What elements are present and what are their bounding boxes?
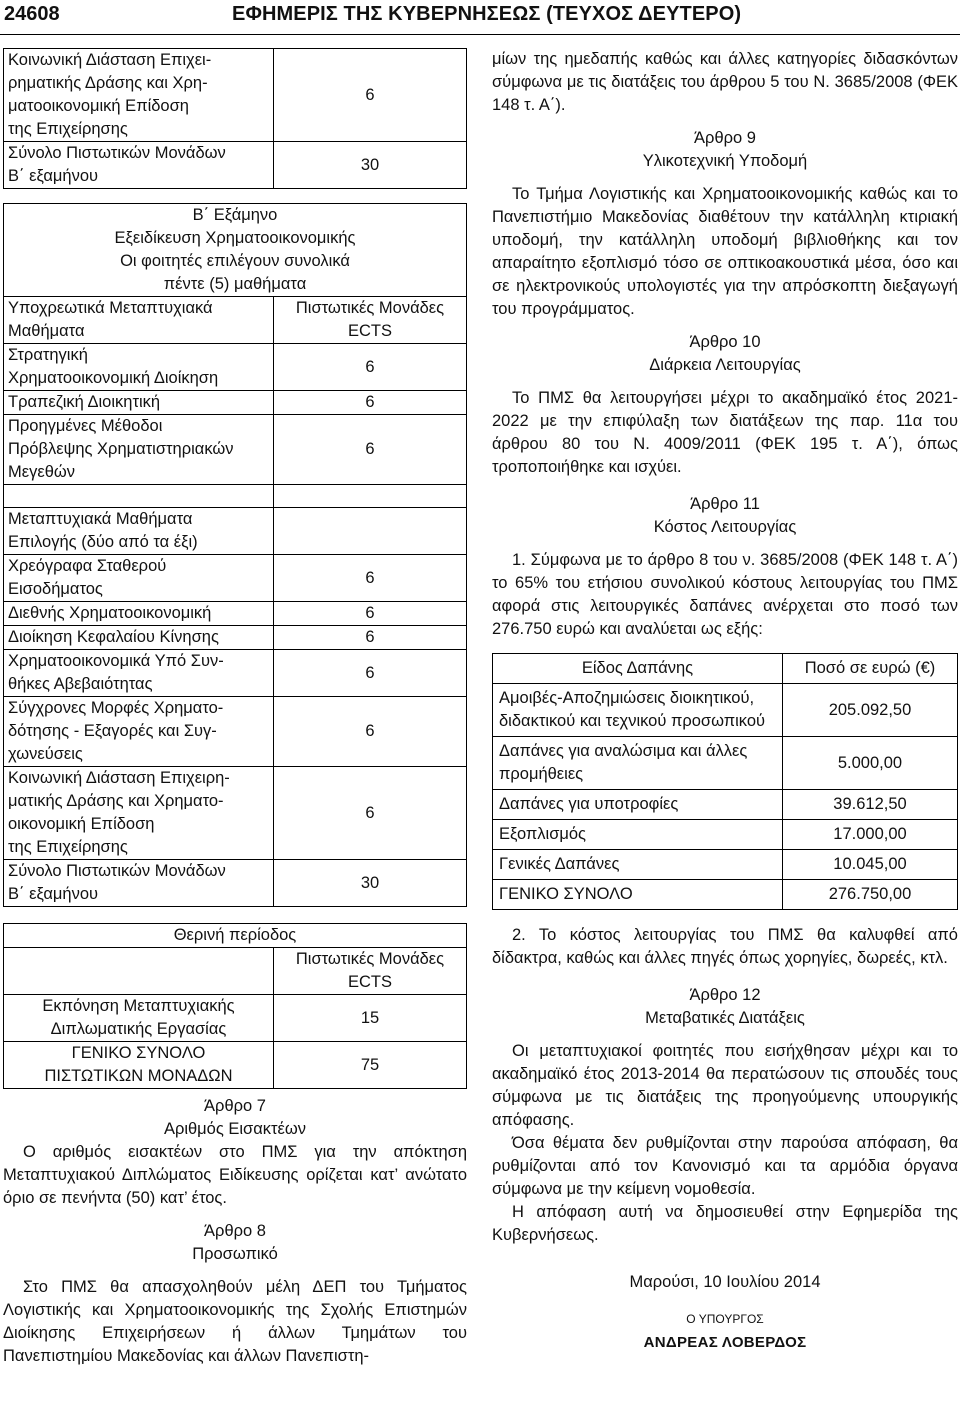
expense-amount: 10.045,00: [783, 850, 958, 880]
expense-type: Εξοπλισμός: [493, 820, 783, 850]
course-credits: 6: [274, 391, 467, 415]
table-row: [4, 697, 467, 767]
course-name: Διοίκηση Κεφαλαίου Κίνησης: [4, 626, 274, 650]
journal-title: ΕΦΗΜΕΡΙΣ ΤΗΣ ΚΥΒΕΡΝΗΣΕΩΣ (ΤΕΥΧΟΣ ΔΕΥΤΕΡΟ): [232, 3, 742, 25]
table-row: [4, 415, 467, 485]
table-row: [4, 1042, 467, 1089]
course-credits: 6: [274, 626, 467, 650]
article-9-title: Υλικοτεχνική Υποδομή: [642, 152, 808, 170]
article-10-number: Άρθρο 10: [689, 333, 761, 351]
article-8-number: Άρθρο 8: [204, 1222, 266, 1240]
course-name: Εκπόνηση Μεταπτυχιακής Διπλωματικής Εργασίας: [4, 995, 274, 1042]
table-header-row: [4, 297, 467, 344]
course-name: Χρηματοοικονομικά Υπό Συν- θήκες Αβεβαιότητας: [4, 650, 274, 697]
course-name: Προηγμένες Μέθοδοι Πρόβλεψης Χρηματιστηριακών Μεγεθών: [4, 415, 274, 485]
course-credits: 6: [274, 697, 467, 767]
article-8-text: Στο ΠΜΣ θα απασχοληθούν μέλη ΔΕΠ του Τμήματος Λογιστικής και Χρηματοοικονομικής της Σχολής Επιστημών Διοίκησης Επιχειρήσεων ή άλλων Τμημάτων του Πανεπιστημίου Μακεδονίας και άλλων Πανεπιστη-: [3, 1278, 467, 1365]
course-name: Σύνολο Πιστωτικών Μονάδων Β΄ εξαμήνου: [4, 142, 274, 189]
table-row: [493, 880, 958, 910]
signatory-role: Ο ΥΠΟΥΡΓΟΣ: [686, 1312, 764, 1326]
summer-period-table: [3, 923, 467, 1089]
column-header-amount: Ποσό σε ευρώ (€): [783, 654, 958, 684]
header-divider: [0, 34, 960, 35]
expense-amount: 5.000,00: [783, 737, 958, 790]
expense-type: Αμοιβές-Αποζημιώσεις διοικητικού, διδακτικού και τεχνικού προσωπικού: [493, 684, 783, 737]
article-8-title: Προσωπικό: [192, 1245, 278, 1263]
article-11-title: Κόστος Λειτουργίας: [653, 518, 797, 536]
table-row: [493, 850, 958, 880]
page-number: 24608: [4, 3, 60, 25]
article-11-number: Άρθρο 11: [690, 495, 760, 513]
course-credits: 6: [274, 650, 467, 697]
table-row: [4, 860, 467, 907]
article-12-number: Άρθρο 12: [689, 986, 761, 1004]
elective-header: Μεταπτυχιακά Μαθήματα Επιλογής (δύο από τα έξι): [4, 508, 274, 555]
article-12-para1: Οι μεταπτυχιακοί φοιτητές που εισήχθησαν μέχρι και το ακαδημαϊκό έτος 2013-2014 θα περατώσουν τις σπουδές τους σύμφωνα με τις διατάξεις της προηγούμενης υπουργικής απόφασης.: [492, 1042, 958, 1129]
article-8-continuation: μίων της ημεδαπής καθώς και άλλες κατηγορίες διδασκόντων σύμφωνα με τις διατάξεις του άρθρου 5 του Ν. 3685/2008 (ΦΕΚ 148 τ. Α΄).: [492, 50, 958, 114]
table-title: Β΄ Εξάμηνο Εξειδίκευση Χρηματοοικονομικής Οι φοιτητές επιλέγουν συνολικά πέντε (5) μαθήματα: [4, 204, 467, 297]
article-10-title: Διάρκεια Λειτουργίας: [649, 356, 801, 374]
cost-table: [492, 653, 958, 910]
article-7-text: Ο αριθμός εισακτέων στο ΠΜΣ για την απόκτηση Μεταπτυχιακού Διπλώματος Ειδίκευσης ορίζεται κατ’ ανώτατο όριο σε πενήντα (50) κατ’ έτος.: [3, 1143, 467, 1207]
article-11-para2: 2. Το κόστος λειτουργίας του ΠΜΣ θα καλυφθεί από δίδακτρα, καθώς και άλλες πηγές όπως χορηγίες, δωρεές, κτλ.: [492, 926, 958, 967]
expense-amount: 39.612,50: [783, 790, 958, 820]
elective-header-row: [4, 508, 467, 555]
right-column: [492, 48, 958, 1351]
signatory-name: ΑΝΔΡΕΑΣ ΛΟΒΕΡΔΟΣ: [643, 1334, 807, 1351]
article-11-para1: 1. Σύμφωνα με το άρθρο 8 του ν. 3685/2008 (ΦΕΚ 148 τ. Α΄) το 65% του ετήσιου συνολικού κόστους λειτουργίας του ΠΜΣ αφορά στις λειτουργικές δαπάνες ανέρχεται στο ποσό των 276.750 ευρώ και αναλύεται ως εξής:: [492, 551, 958, 638]
column-header-courses: Υποχρεωτικά Μεταπτυχιακά Μαθήματα: [4, 297, 274, 344]
page-header: [0, 0, 960, 30]
table-title-row: [4, 204, 467, 297]
table-header-row: [493, 654, 958, 684]
column-header-expense-type: Είδος Δαπάνης: [493, 654, 783, 684]
table-row: [4, 555, 467, 602]
left-column: [3, 48, 467, 1368]
column-header-ects: Πιστωτικές Μονάδες ECTS: [274, 948, 467, 995]
article-12-para3: Η απόφαση αυτή να δημοσιευθεί στην Εφημερίδα της Κυβερνήσεως.: [492, 1203, 958, 1244]
expense-amount: 205.092,50: [783, 684, 958, 737]
signing-date: Μαρούσι, 10 Ιουλίου 2014: [629, 1273, 821, 1291]
course-name: ΓΕΝΙΚΟ ΣΥΝΟΛΟ ΠΙΣΤΩΤΙΚΩΝ ΜΟΝΑΔΩΝ: [4, 1042, 274, 1089]
table-row: [493, 790, 958, 820]
table-row: [493, 737, 958, 790]
table-row: [4, 995, 467, 1042]
course-name: Κοινωνική Διάσταση Επιχειρη- ματικής Δράσης και Χρηματο- οικονομική Επίδοση της Επιχείρησης: [4, 767, 274, 860]
article-7-title: Αριθμός Εισακτέων: [163, 1120, 307, 1138]
expense-type: Γενικές Δαπάνες: [493, 850, 783, 880]
course-credits: 15: [274, 995, 467, 1042]
table-row: [4, 626, 467, 650]
article-10-text: Το ΠΜΣ θα λειτουργήσει μέχρι το ακαδημαϊκό έτος 2021-2022 με την επιφύλαξη των διατάξεων της παρ. 11α του άρθρου 80 του Ν. 4009/2011 (ΦΕΚ 195 τ. Α΄), όπως τροποποιήθηκε και ισχύει.: [492, 389, 958, 476]
course-credits: 30: [274, 860, 467, 907]
table-row: [493, 684, 958, 737]
table-title: Θερινή περίοδος: [4, 924, 467, 948]
article-9-text: Το Τμήμα Λογιστικής και Χρηματοοικονομικής καθώς και το Πανεπιστήμιο Μακεδονίας διαθέτουν την κατάλληλη κτιριακή υποδομή, την κατάλληλη υποδομή βιβλιοθήκης και τον απαραίτητο εξοπλισμό τόσο σε οπτικοακουστικά μέσα, όσο και σε ηλεκτρονικούς υπολογιστές για την απρόσκοπτη διεξαγωγή του προγράμματος.: [492, 185, 958, 318]
table-row: [4, 344, 467, 391]
course-name: Κοινωνική Διάσταση Επιχει- ρηματικής Δράσης και Χρη- ματοοικονομική Επίδοση της Επιχείρησης: [4, 49, 274, 142]
table-row: [4, 49, 467, 142]
course-name: Τραπεζική Διοικητική: [4, 391, 274, 415]
article-12-title: Μεταβατικές Διατάξεις: [645, 1009, 805, 1027]
course-credits: 75: [274, 1042, 467, 1089]
table-row: [493, 820, 958, 850]
table-row: [4, 142, 467, 189]
course-name: Στρατηγική Χρηματοοικονομική Διοίκηση: [4, 344, 274, 391]
semester-b-finance-table: [3, 203, 467, 907]
course-name: Σύγχρονες Μορφές Χρηματο- δότησης - Εξαγορές και Συγ- χωνεύσεις: [4, 697, 274, 767]
course-credits: 6: [274, 555, 467, 602]
course-name: Διεθνής Χρηματοοικονομική: [4, 602, 274, 626]
expense-amount: 17.000,00: [783, 820, 958, 850]
table-row: [4, 767, 467, 860]
course-credits: 6: [274, 344, 467, 391]
table-row: [4, 602, 467, 626]
course-name: Χρεόγραφα Σταθερού Εισοδήματος: [4, 555, 274, 602]
table-title-row: [4, 924, 467, 948]
table-row: [4, 650, 467, 697]
expense-amount: 276.750,00: [783, 880, 958, 910]
table-header-row: [4, 948, 467, 995]
credits-table-continued: [3, 48, 467, 189]
expense-type: Δαπάνες για υποτροφίες: [493, 790, 783, 820]
table-row: [4, 391, 467, 415]
course-credits: 6: [274, 415, 467, 485]
expense-type: ΓΕΝΙΚΟ ΣΥΝΟΛΟ: [493, 880, 783, 910]
spacer-row: [4, 485, 467, 508]
course-credits: 30: [274, 142, 467, 189]
article-12-para2: Όσα θέματα δεν ρυθμίζονται στην παρούσα απόφαση, θα ρυθμίζονται από τον Κανονισμό και τα αρμόδια όργανα σύμφωνα με την κείμενη νομοθεσία.: [492, 1134, 958, 1198]
course-name: Σύνολο Πιστωτικών Μονάδων Β΄ εξαμήνου: [4, 860, 274, 907]
course-credits: 6: [274, 767, 467, 860]
column-header-ects: Πιστωτικές Μονάδες ECTS: [274, 297, 467, 344]
article-7-number: Άρθρο 7: [204, 1097, 266, 1115]
article-9-number: Άρθρο 9: [694, 129, 756, 147]
expense-type: Δαπάνες για αναλώσιμα και άλλες προμήθειες: [493, 737, 783, 790]
course-credits: 6: [274, 49, 467, 142]
course-credits: 6: [274, 602, 467, 626]
